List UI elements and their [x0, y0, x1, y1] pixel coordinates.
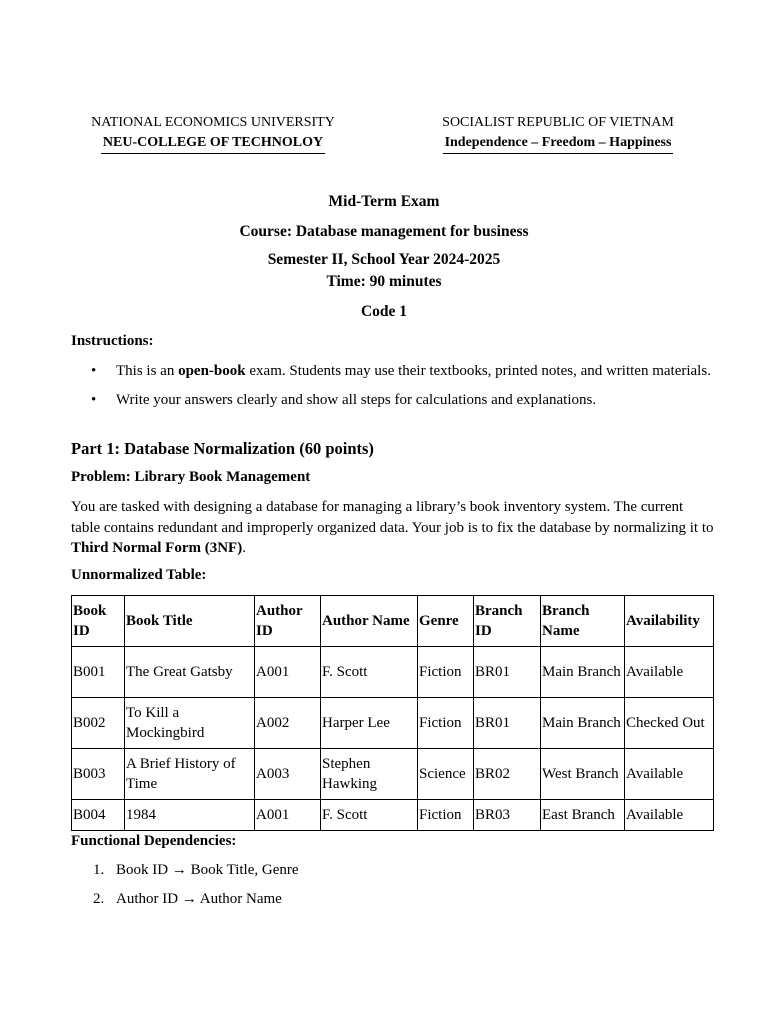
table-cell: A001	[255, 647, 321, 698]
table-cell: Available	[625, 800, 714, 831]
header-cell: Author Name	[321, 596, 418, 647]
exam-title: Mid-Term Exam	[328, 193, 440, 210]
table-cell: 1984	[125, 800, 255, 831]
table-cell: Science	[418, 749, 474, 800]
table-cell: To Kill a Mockingbird	[125, 698, 255, 749]
table-header-row	[72, 596, 714, 647]
table-cell: B004	[72, 800, 125, 831]
table-cell: B003	[72, 749, 125, 800]
table-cell: A002	[255, 698, 321, 749]
table-cell: Available	[625, 749, 714, 800]
header-cell: Author ID	[255, 596, 321, 647]
college-name: NEU-COLLEGE OF TECHNOLOY	[101, 134, 325, 154]
header-cell: Branch Name	[541, 596, 625, 647]
header-university	[72, 114, 354, 154]
table-cell: East Branch	[541, 800, 625, 831]
problem-title: Problem: Library Book Management	[71, 469, 311, 485]
table-cell: B002	[72, 698, 125, 749]
country-name: SOCIALIST REPUBLIC OF VIETNAM	[442, 115, 674, 130]
instructions-list	[71, 361, 711, 418]
table-row	[72, 698, 714, 749]
header-country	[424, 114, 692, 154]
header-cell: Availability	[625, 596, 714, 647]
fd-item: 1. Book ID → Book Title, Genre	[93, 862, 299, 878]
table-row	[72, 800, 714, 831]
table-cell: Main Branch	[541, 647, 625, 698]
university-name: NATIONAL ECONOMICS UNIVERSITY	[91, 115, 335, 130]
table-row	[72, 749, 714, 800]
table-cell: F. Scott	[321, 800, 418, 831]
fd-list	[71, 860, 299, 917]
table-cell: The Great Gatsby	[125, 647, 255, 698]
problem-description: You are tasked with designing a database for managing a library’s book inventory system. The current table contains redundant and improperly organized data. Your job is to fix the database by normalizing it to Third Normal Form (3NF).	[71, 499, 714, 556]
country-motto: Independence – Freedom – Happiness	[443, 134, 674, 154]
table-cell: A001	[255, 800, 321, 831]
table-cell: A Brief History of Time	[125, 749, 255, 800]
course-title: Course: Database management for business	[239, 223, 529, 240]
table-cell: Checked Out	[625, 698, 714, 749]
time-line: Time: 90 minutes	[326, 273, 442, 290]
table-cell: Fiction	[418, 800, 474, 831]
table-cell: BR03	[474, 800, 541, 831]
header-cell: Book Title	[125, 596, 255, 647]
header-cell: Book ID	[72, 596, 125, 647]
table-cell: Available	[625, 647, 714, 698]
table-cell: BR02	[474, 749, 541, 800]
table-cell: BR01	[474, 698, 541, 749]
instructions-label: Instructions:	[71, 333, 154, 349]
table-cell: Fiction	[418, 647, 474, 698]
table-cell: BR01	[474, 647, 541, 698]
table-cell: Harper Lee	[321, 698, 418, 749]
table-cell: Stephen Hawking	[321, 749, 418, 800]
fd-item: 2. Author ID → Author Name	[93, 890, 282, 907]
semester-line: Semester II, School Year 2024-2025	[267, 251, 501, 268]
table-cell: A003	[255, 749, 321, 800]
fd-label: Functional Dependencies:	[71, 833, 237, 849]
instruction-item: • This is an open-book exam. Students may use their textbooks, printed notes, and written materials.	[71, 361, 711, 382]
header-cell: Branch ID	[474, 596, 541, 647]
table-row	[72, 647, 714, 698]
table-cell: F. Scott	[321, 647, 418, 698]
header-cell: Genre	[418, 596, 474, 647]
exam-code: Code 1	[360, 303, 408, 320]
table-label: Unnormalized Table:	[71, 567, 207, 583]
table-cell: Fiction	[418, 698, 474, 749]
unnormalized-table	[71, 595, 714, 831]
table-cell: B001	[72, 647, 125, 698]
table-cell: West Branch	[541, 749, 625, 800]
table-cell: Main Branch	[541, 698, 625, 749]
part1-title: Part 1: Database Normalization (60 points)	[71, 439, 374, 458]
instruction-item: • Write your answers clearly and show all steps for calculations and explanations.	[71, 390, 711, 411]
